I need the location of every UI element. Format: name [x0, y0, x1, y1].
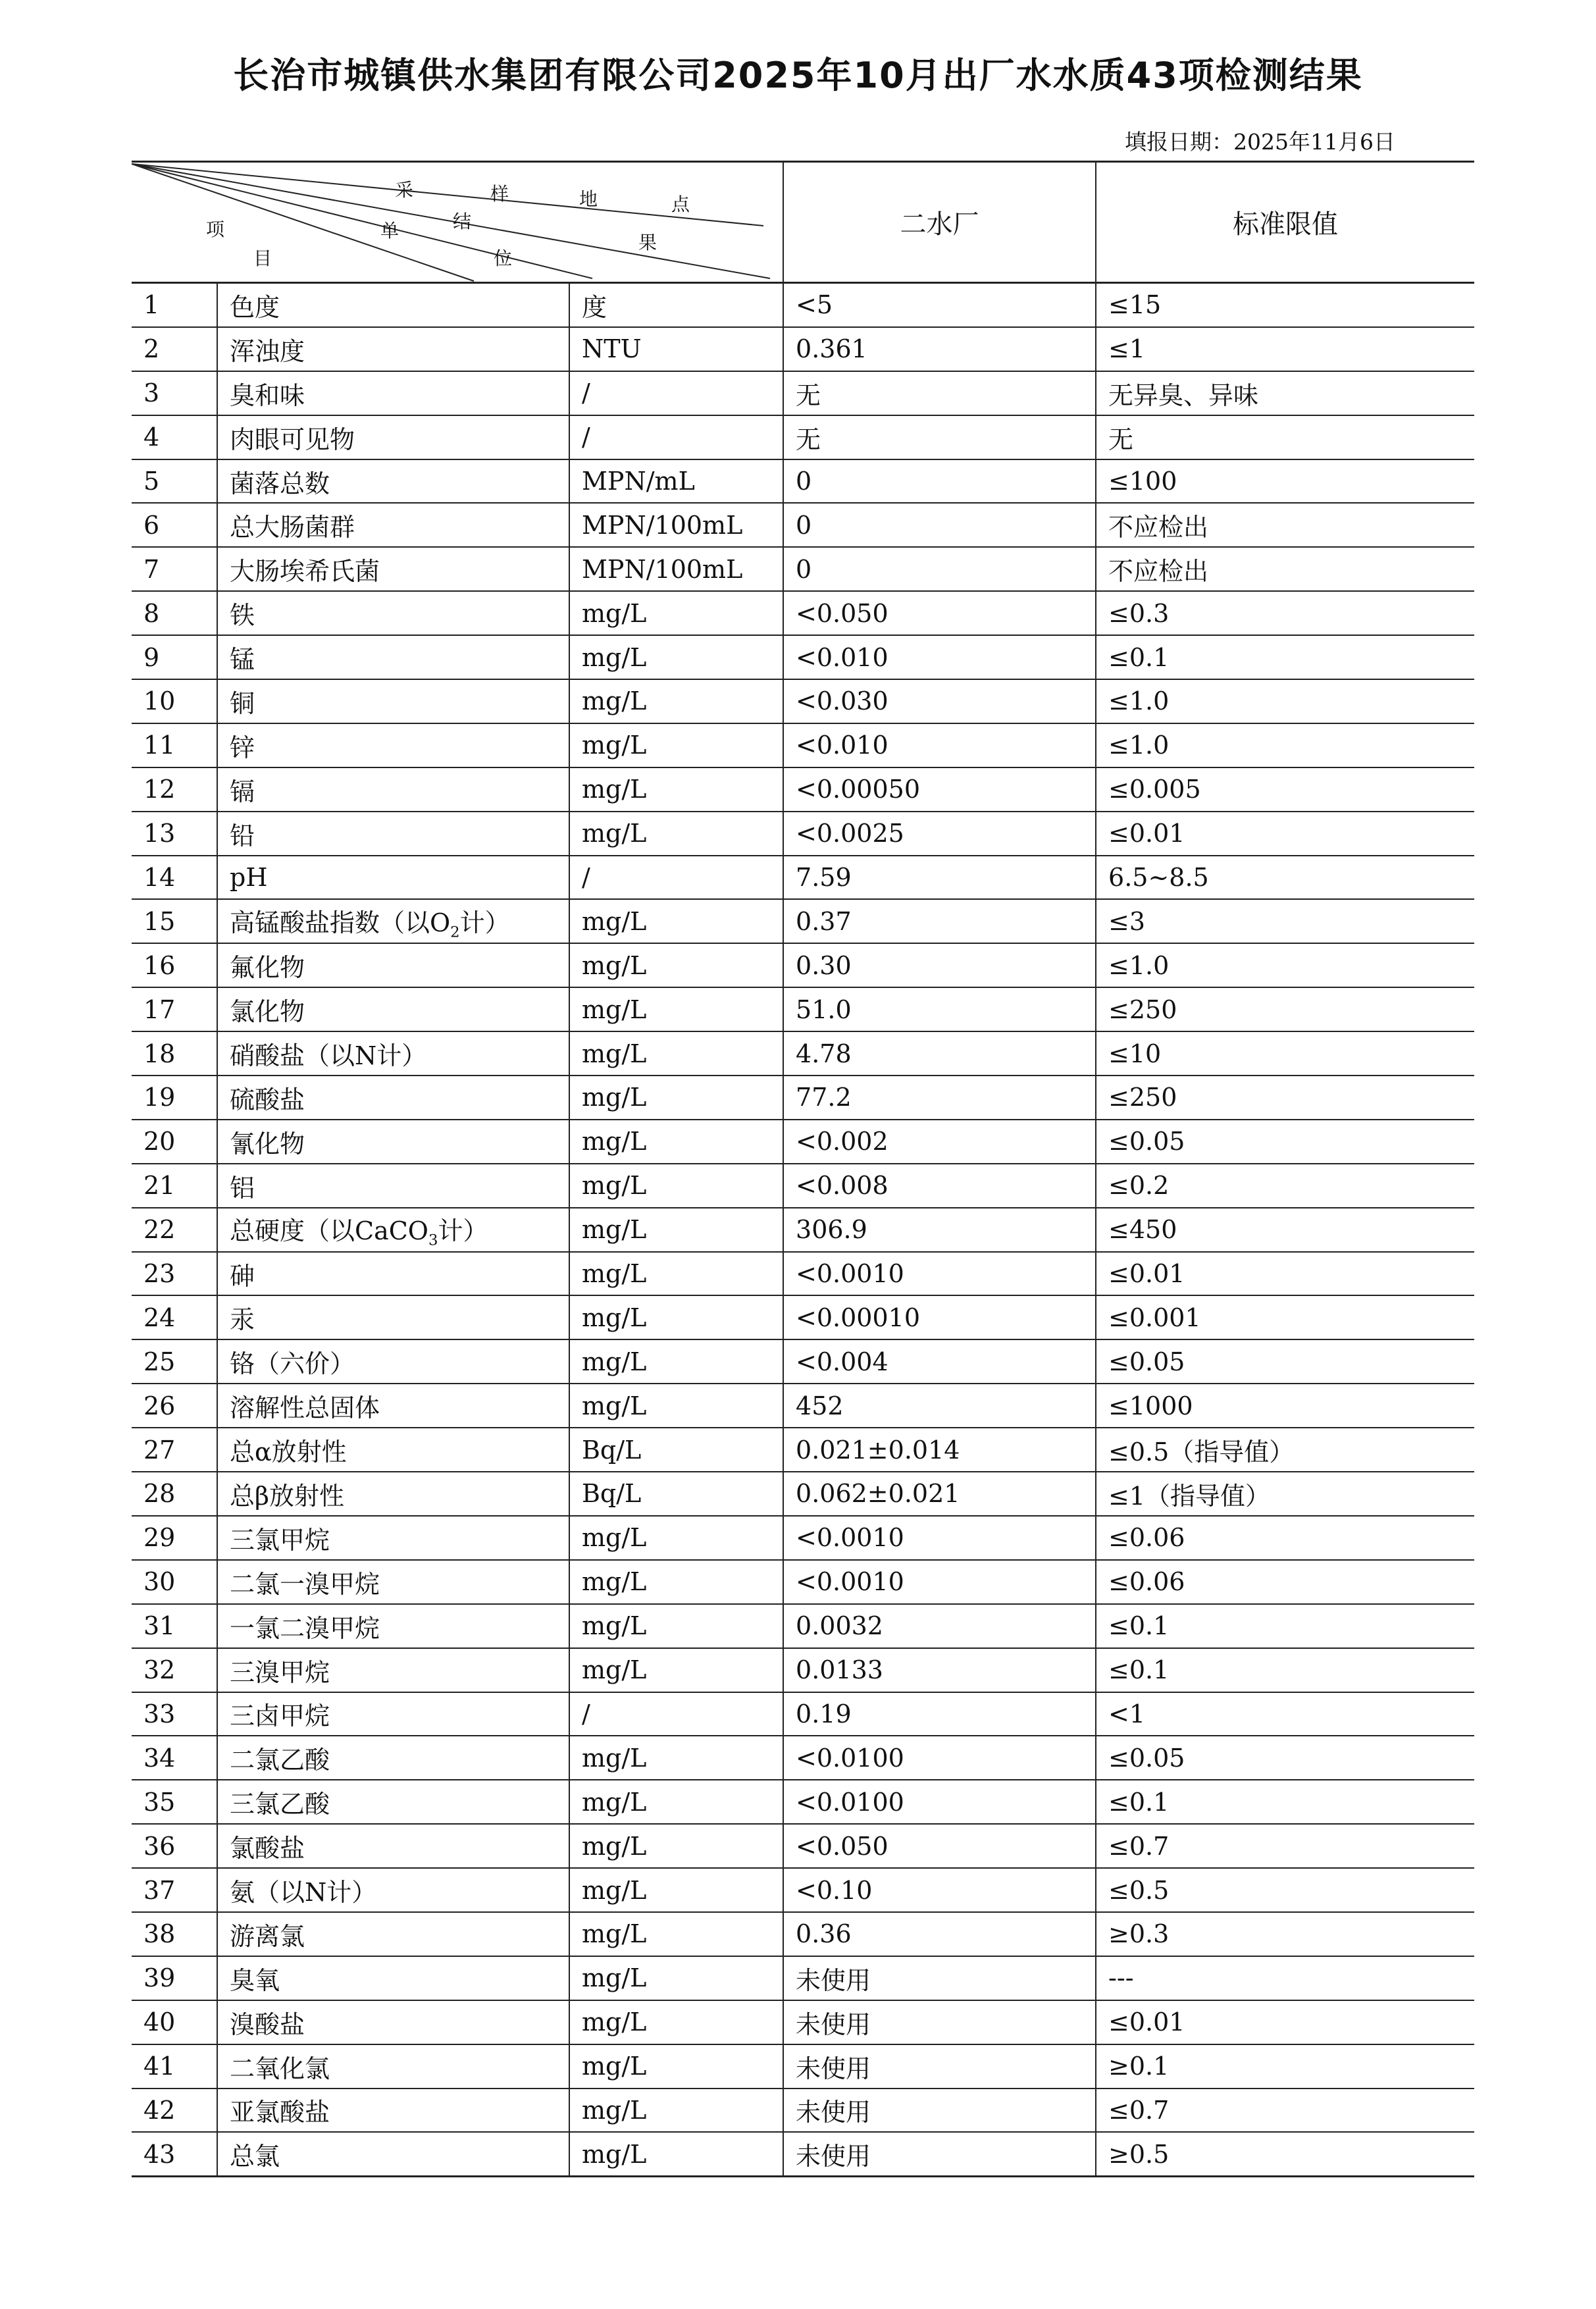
row-limit: ≤0.06 — [1096, 1516, 1474, 1560]
table-row — [132, 1428, 1474, 1472]
row-limit: ≤0.7 — [1096, 2088, 1474, 2133]
row-limit: ≤0.1 — [1096, 1780, 1474, 1824]
row-limit: ≤0.05 — [1096, 1339, 1474, 1384]
row-limit: ≤0.01 — [1096, 812, 1474, 856]
row-limit: ≤450 — [1096, 1208, 1474, 1252]
row-number: 5 — [132, 459, 217, 504]
row-result: <5 — [783, 283, 1096, 327]
table-row — [132, 283, 1474, 327]
table-row — [132, 812, 1474, 856]
table-row — [132, 2132, 1474, 2176]
table-row — [132, 987, 1474, 1031]
row-limit: ≤0.3 — [1096, 591, 1474, 635]
row-limit: ≤0.001 — [1096, 1295, 1474, 1339]
row-number: 19 — [132, 1076, 217, 1120]
table-row — [132, 459, 1474, 504]
row-item: 三溴甲烷 — [217, 1648, 569, 1692]
row-result: <0.010 — [783, 635, 1096, 679]
row-result: 0.361 — [783, 327, 1096, 371]
row-limit: 无异臭、异味 — [1096, 371, 1474, 415]
table-row — [132, 1824, 1474, 1868]
row-item: 三卤甲烷 — [217, 1692, 569, 1736]
row-limit: ≤0.06 — [1096, 1560, 1474, 1604]
row-result: <0.0010 — [783, 1252, 1096, 1296]
row-number: 2 — [132, 327, 217, 371]
row-unit: mg/L — [569, 2000, 783, 2044]
row-result: 0.19 — [783, 1692, 1096, 1736]
row-unit: mg/L — [569, 2132, 783, 2176]
row-limit: ≤0.1 — [1096, 635, 1474, 679]
row-unit: NTU — [569, 327, 783, 371]
row-result: <0.050 — [783, 1824, 1096, 1868]
row-number: 23 — [132, 1252, 217, 1296]
row-limit: ≤10 — [1096, 1031, 1474, 1076]
row-unit: / — [569, 371, 783, 415]
row-limit: ≤0.005 — [1096, 767, 1474, 812]
table-row — [132, 1736, 1474, 1780]
table-header-row — [132, 162, 1474, 283]
row-item: 二氯一溴甲烷 — [217, 1560, 569, 1604]
row-limit: <1 — [1096, 1692, 1474, 1736]
row-number: 21 — [132, 1164, 217, 1208]
row-result: 0.062±0.021 — [783, 1472, 1096, 1516]
row-number: 30 — [132, 1560, 217, 1604]
row-item: 游离氯 — [217, 1912, 569, 1956]
row-unit: mg/L — [569, 1868, 783, 1912]
header-label-cai: 采 — [395, 179, 414, 201]
row-limit: ≥0.1 — [1096, 2044, 1474, 2088]
table-row — [132, 1076, 1474, 1120]
row-item-tail: 计） — [459, 908, 510, 937]
row-result: <0.008 — [783, 1164, 1096, 1208]
row-limit: ≤0.7 — [1096, 1824, 1474, 1868]
table-row — [132, 1648, 1474, 1692]
row-unit: mg/L — [569, 1252, 783, 1296]
row-limit: ≤0.5（指导值） — [1096, 1428, 1474, 1472]
row-number: 10 — [132, 679, 217, 723]
row-unit: / — [569, 1692, 783, 1736]
row-result: <0.00050 — [783, 767, 1096, 812]
row-number: 27 — [132, 1428, 217, 1472]
row-result: 未使用 — [783, 2088, 1096, 2133]
row-unit: mg/L — [569, 1295, 783, 1339]
row-item: 总β放射性 — [217, 1472, 569, 1516]
page-title: 长治市城镇供水集团有限公司2025年10月出厂水水质43项检测结果 — [233, 55, 1363, 96]
row-limit: ≤250 — [1096, 987, 1474, 1031]
row-result: 未使用 — [783, 1956, 1096, 2000]
row-number: 16 — [132, 943, 217, 987]
header-plant: 二水厂 — [783, 162, 1096, 283]
table-row — [132, 591, 1474, 635]
table-row — [132, 1339, 1474, 1384]
header-label-jie: 结 — [453, 211, 472, 232]
row-number: 36 — [132, 1824, 217, 1868]
row-item: 臭氧 — [217, 1956, 569, 2000]
row-limit: ≤1.0 — [1096, 943, 1474, 987]
row-number: 22 — [132, 1208, 217, 1252]
row-unit: 度 — [569, 283, 783, 327]
row-item-subscript: 2 — [450, 923, 460, 941]
row-result: <0.0100 — [783, 1736, 1096, 1780]
row-number: 12 — [132, 767, 217, 812]
row-number: 9 — [132, 635, 217, 679]
row-limit: ≤0.1 — [1096, 1604, 1474, 1648]
table-row — [132, 1868, 1474, 1912]
row-result: 306.9 — [783, 1208, 1096, 1252]
row-result: 7.59 — [783, 856, 1096, 900]
row-item: 总氯 — [217, 2132, 569, 2176]
row-unit: mg/L — [569, 591, 783, 635]
row-number: 11 — [132, 723, 217, 767]
row-number: 13 — [132, 812, 217, 856]
row-number: 41 — [132, 2044, 217, 2088]
row-item: 一氯二溴甲烷 — [217, 1604, 569, 1648]
row-item: 总α放射性 — [217, 1428, 569, 1472]
header-label-guo: 果 — [638, 232, 657, 253]
row-result: 0 — [783, 459, 1096, 504]
header-label-yang: 样 — [490, 183, 509, 205]
row-number: 18 — [132, 1031, 217, 1076]
row-limit: ≤0.5 — [1096, 1868, 1474, 1912]
row-number: 7 — [132, 547, 217, 591]
row-number: 1 — [132, 283, 217, 327]
row-item: 铜 — [217, 679, 569, 723]
row-result: <0.010 — [783, 723, 1096, 767]
row-limit: 6.5~8.5 — [1096, 856, 1474, 900]
row-unit: mg/L — [569, 1339, 783, 1384]
row-number: 37 — [132, 1868, 217, 1912]
row-limit: ≤3 — [1096, 899, 1474, 943]
table-row — [132, 635, 1474, 679]
row-item: 氰化物 — [217, 1120, 569, 1164]
row-item: 铝 — [217, 1164, 569, 1208]
table-row — [132, 1956, 1474, 2000]
row-result: <0.004 — [783, 1339, 1096, 1384]
row-item: 铬（六价） — [217, 1339, 569, 1384]
row-result: <0.10 — [783, 1868, 1096, 1912]
row-limit: ≤0.2 — [1096, 1164, 1474, 1208]
row-unit: mg/L — [569, 1164, 783, 1208]
row-item: 镉 — [217, 767, 569, 812]
row-unit: mg/L — [569, 1780, 783, 1824]
table-row — [132, 943, 1474, 987]
row-item-text: 总硬度（以CaCO — [230, 1216, 428, 1245]
row-item: 硫酸盐 — [217, 1076, 569, 1120]
table-row — [132, 723, 1474, 767]
row-item — [217, 899, 569, 943]
row-item — [217, 1208, 569, 1252]
table-row — [132, 415, 1474, 459]
row-limit: ≤1.0 — [1096, 679, 1474, 723]
table-row — [132, 856, 1474, 900]
row-number: 24 — [132, 1295, 217, 1339]
row-limit: ≤1 — [1096, 327, 1474, 371]
row-unit: mg/L — [569, 1208, 783, 1252]
row-result: 0 — [783, 547, 1096, 591]
row-unit: mg/L — [569, 1516, 783, 1560]
row-item: 氯酸盐 — [217, 1824, 569, 1868]
row-limit: ≤0.01 — [1096, 2000, 1474, 2044]
row-number: 35 — [132, 1780, 217, 1824]
table-row — [132, 327, 1474, 371]
row-result: 0.0133 — [783, 1648, 1096, 1692]
row-result: <0.0100 — [783, 1780, 1096, 1824]
row-result: 0.021±0.014 — [783, 1428, 1096, 1472]
row-unit: MPN/100mL — [569, 503, 783, 547]
row-unit: mg/L — [569, 987, 783, 1031]
row-result: 77.2 — [783, 1076, 1096, 1120]
row-item: 三氯甲烷 — [217, 1516, 569, 1560]
row-unit: mg/L — [569, 2088, 783, 2133]
table-row — [132, 2088, 1474, 2133]
row-unit: mg/L — [569, 1560, 783, 1604]
row-unit: mg/L — [569, 2044, 783, 2088]
row-item: 铅 — [217, 812, 569, 856]
row-number: 31 — [132, 1604, 217, 1648]
row-number: 20 — [132, 1120, 217, 1164]
table-row — [132, 1560, 1474, 1604]
row-number: 3 — [132, 371, 217, 415]
header-label-mu: 目 — [253, 247, 272, 269]
row-limit: 无 — [1096, 415, 1474, 459]
row-number: 25 — [132, 1339, 217, 1384]
row-limit: ≥0.5 — [1096, 2132, 1474, 2176]
row-limit: ≤0.05 — [1096, 1736, 1474, 1780]
row-number: 32 — [132, 1648, 217, 1692]
diagonal-header-cell — [132, 162, 783, 283]
header-label-dian: 点 — [671, 194, 690, 215]
row-unit: mg/L — [569, 1604, 783, 1648]
row-item-subscript: 3 — [428, 1232, 438, 1249]
row-number: 39 — [132, 1956, 217, 2000]
row-limit: --- — [1096, 1956, 1474, 2000]
table-row — [132, 1384, 1474, 1428]
table-row — [132, 503, 1474, 547]
row-unit: / — [569, 415, 783, 459]
row-item: 菌落总数 — [217, 459, 569, 504]
row-number: 33 — [132, 1692, 217, 1736]
row-limit: ≤1（指导值） — [1096, 1472, 1474, 1516]
row-item: 氨（以N计） — [217, 1868, 569, 1912]
row-limit: ≤0.05 — [1096, 1120, 1474, 1164]
row-item: 二氯乙酸 — [217, 1736, 569, 1780]
row-result: 未使用 — [783, 2044, 1096, 2088]
row-limit: ≤15 — [1096, 283, 1474, 327]
row-result: <0.030 — [783, 679, 1096, 723]
table-row — [132, 899, 1474, 943]
row-number: 26 — [132, 1384, 217, 1428]
row-item: pH — [217, 856, 569, 900]
row-item: 臭和味 — [217, 371, 569, 415]
table-row — [132, 2000, 1474, 2044]
row-item: 浑浊度 — [217, 327, 569, 371]
row-result: <0.050 — [783, 591, 1096, 635]
row-unit: mg/L — [569, 899, 783, 943]
row-number: 6 — [132, 503, 217, 547]
row-limit: ≤1.0 — [1096, 723, 1474, 767]
table-row — [132, 2044, 1474, 2088]
row-item-tail: 计） — [438, 1216, 488, 1245]
table-row — [132, 1295, 1474, 1339]
row-result: <0.0010 — [783, 1560, 1096, 1604]
row-unit: mg/L — [569, 1076, 783, 1120]
row-result: 0.37 — [783, 899, 1096, 943]
row-result: 未使用 — [783, 2000, 1096, 2044]
header-label-xiang: 项 — [206, 219, 225, 240]
results-table — [132, 161, 1474, 2177]
table-row — [132, 371, 1474, 415]
row-item: 氟化物 — [217, 943, 569, 987]
row-item: 色度 — [217, 283, 569, 327]
row-item: 溴酸盐 — [217, 2000, 569, 2044]
row-item: 三氯乙酸 — [217, 1780, 569, 1824]
row-item: 氯化物 — [217, 987, 569, 1031]
table-row — [132, 1164, 1474, 1208]
row-result: 452 — [783, 1384, 1096, 1428]
row-result: 51.0 — [783, 987, 1096, 1031]
table-row — [132, 1912, 1474, 1956]
row-number: 42 — [132, 2088, 217, 2133]
table-row — [132, 1472, 1474, 1516]
row-unit: mg/L — [569, 723, 783, 767]
row-unit: mg/L — [569, 1824, 783, 1868]
row-item: 大肠埃希氏菌 — [217, 547, 569, 591]
row-unit: mg/L — [569, 1956, 783, 2000]
table-row — [132, 1120, 1474, 1164]
row-unit: mg/L — [569, 767, 783, 812]
row-number: 40 — [132, 2000, 217, 2044]
row-unit: Bq/L — [569, 1472, 783, 1516]
row-result: <0.00010 — [783, 1295, 1096, 1339]
row-limit: 不应检出 — [1096, 547, 1474, 591]
table-row — [132, 1692, 1474, 1736]
table-row — [132, 1604, 1474, 1648]
row-limit: ≤0.01 — [1096, 1252, 1474, 1296]
row-item: 锌 — [217, 723, 569, 767]
header-label-dan: 单 — [380, 220, 399, 242]
row-limit: ≤1000 — [1096, 1384, 1474, 1428]
row-result: <0.0010 — [783, 1516, 1096, 1560]
row-item: 溶解性总固体 — [217, 1384, 569, 1428]
row-number: 17 — [132, 987, 217, 1031]
row-number: 34 — [132, 1736, 217, 1780]
header-label-di: 地 — [579, 188, 598, 210]
row-result: 0 — [783, 503, 1096, 547]
row-item: 砷 — [217, 1252, 569, 1296]
row-unit: mg/L — [569, 1912, 783, 1956]
table-row — [132, 1031, 1474, 1076]
row-unit: MPN/100mL — [569, 547, 783, 591]
header-standard: 标准限值 — [1096, 162, 1474, 283]
row-unit: / — [569, 856, 783, 900]
row-unit: mg/L — [569, 1031, 783, 1076]
row-result: 0.36 — [783, 1912, 1096, 1956]
row-number: 8 — [132, 591, 217, 635]
fill-date: 填报日期：2025年11月6日 — [1125, 129, 1395, 155]
row-item: 锰 — [217, 635, 569, 679]
row-item: 亚氯酸盐 — [217, 2088, 569, 2133]
row-result: 无 — [783, 371, 1096, 415]
row-unit: mg/L — [569, 1384, 783, 1428]
row-unit: mg/L — [569, 812, 783, 856]
row-result: 0.30 — [783, 943, 1096, 987]
row-unit: mg/L — [569, 679, 783, 723]
row-unit: mg/L — [569, 1736, 783, 1780]
row-unit: mg/L — [569, 1120, 783, 1164]
row-limit: 不应检出 — [1096, 503, 1474, 547]
table-row — [132, 767, 1474, 812]
row-limit: ≤0.1 — [1096, 1648, 1474, 1692]
row-item: 硝酸盐（以N计） — [217, 1031, 569, 1076]
row-number: 15 — [132, 899, 217, 943]
row-number: 28 — [132, 1472, 217, 1516]
row-result: 0.0032 — [783, 1604, 1096, 1648]
table-row — [132, 1516, 1474, 1560]
table-row — [132, 1252, 1474, 1296]
row-result: 无 — [783, 415, 1096, 459]
row-item-text: 高锰酸盐指数（以O — [230, 908, 451, 937]
row-number: 4 — [132, 415, 217, 459]
row-result: <0.002 — [783, 1120, 1096, 1164]
row-number: 38 — [132, 1912, 217, 1956]
row-unit: mg/L — [569, 1648, 783, 1692]
row-limit: ≤250 — [1096, 1076, 1474, 1120]
row-limit: ≤100 — [1096, 459, 1474, 504]
row-result: 未使用 — [783, 2132, 1096, 2176]
row-number: 14 — [132, 856, 217, 900]
table-row — [132, 1780, 1474, 1824]
row-limit: ≥0.3 — [1096, 1912, 1474, 1956]
header-label-wei: 位 — [494, 247, 513, 269]
table-row — [132, 1208, 1474, 1252]
row-result: <0.0025 — [783, 812, 1096, 856]
row-item: 二氧化氯 — [217, 2044, 569, 2088]
table-row — [132, 679, 1474, 723]
row-item: 铁 — [217, 591, 569, 635]
table-row — [132, 547, 1474, 591]
row-result: 4.78 — [783, 1031, 1096, 1076]
row-unit: mg/L — [569, 943, 783, 987]
row-item: 总大肠菌群 — [217, 503, 569, 547]
row-item: 肉眼可见物 — [217, 415, 569, 459]
row-number: 29 — [132, 1516, 217, 1560]
row-item: 汞 — [217, 1295, 569, 1339]
row-unit: Bq/L — [569, 1428, 783, 1472]
row-unit: mg/L — [569, 635, 783, 679]
row-number: 43 — [132, 2132, 217, 2176]
row-unit: MPN/mL — [569, 459, 783, 504]
